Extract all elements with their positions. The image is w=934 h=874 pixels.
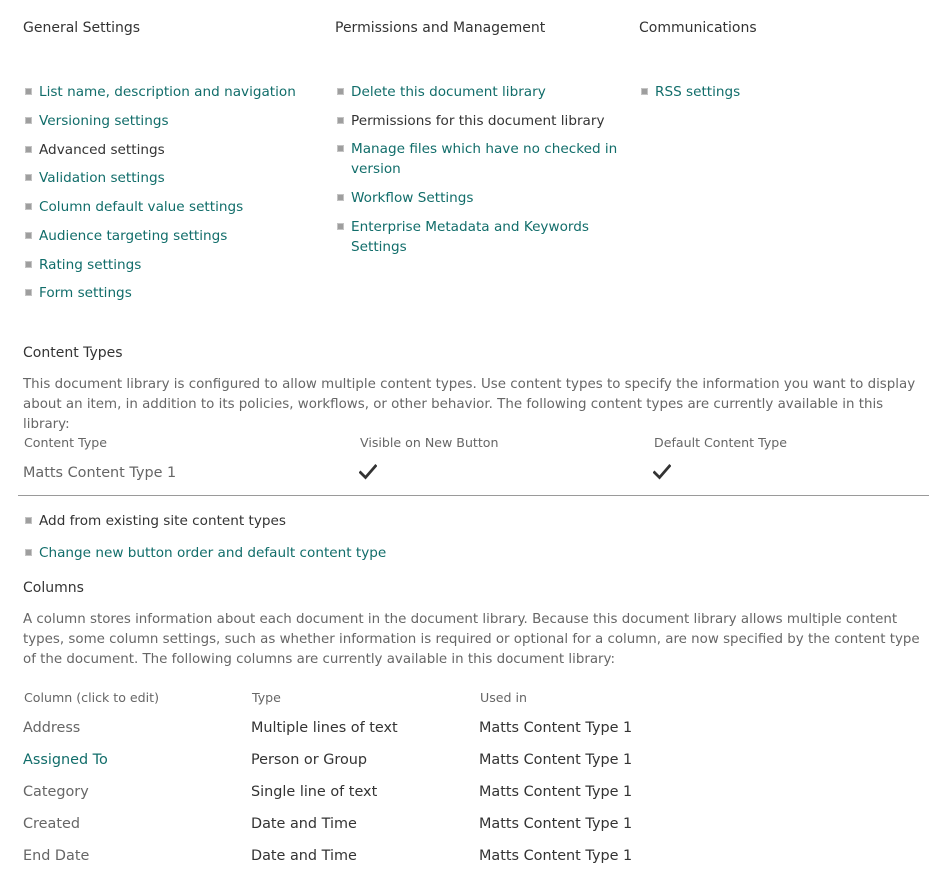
column-used-in: Matts Content Type 1	[479, 720, 633, 736]
column-default-value-settings-link[interactable]: Column default value settings	[23, 197, 323, 226]
column-type: Date and Time	[251, 848, 357, 864]
column-type: Date and Time	[251, 816, 357, 832]
checkmark-icon	[653, 464, 671, 480]
default-content-type-column-header: Default Content Type	[654, 435, 788, 450]
workflow-settings-link[interactable]: Workflow Settings	[335, 188, 615, 217]
delete-library-link[interactable]: Delete this document library	[335, 82, 615, 111]
enterprise-metadata-keywords-link[interactable]: Enterprise Metadata and Keywords Settings	[335, 217, 601, 266]
square-bullet-icon	[25, 203, 32, 210]
column-name-address[interactable]: Address	[23, 720, 81, 736]
column-type: Single line of text	[251, 784, 378, 800]
column-name-assigned-to[interactable]: Assigned To	[23, 752, 108, 768]
communications-heading: Communications	[639, 20, 757, 36]
general-settings-heading: General Settings	[23, 20, 141, 36]
square-bullet-icon	[641, 88, 648, 95]
columns-description: A column stores information about each document in the document library. Because this document library allows multiple content types, some column settings, such as whether information is required or optional for a column, are now specified by the content type of the document. The following columns are currently available in this document library:	[23, 612, 920, 667]
columns-heading: Columns	[23, 580, 84, 596]
versioning-settings-link[interactable]: Versioning settings	[23, 111, 323, 140]
square-bullet-icon	[25, 289, 32, 296]
column-used-in: Matts Content Type 1	[479, 848, 633, 864]
column-used-in: Matts Content Type 1	[479, 752, 633, 768]
audience-targeting-settings-link[interactable]: Audience targeting settings	[23, 226, 323, 255]
column-type: Person or Group	[251, 752, 368, 768]
content-types-heading: Content Types	[23, 345, 123, 361]
permissions-management-heading: Permissions and Management	[335, 20, 546, 36]
permissions-library-link[interactable]: Permissions for this document library	[335, 111, 615, 139]
general-settings-list	[23, 82, 323, 312]
content-types-divider	[18, 495, 929, 496]
column-used-in-header: Used in	[480, 690, 528, 705]
rss-settings-link[interactable]: RSS settings	[639, 82, 839, 111]
column-name-category[interactable]: Category	[23, 784, 89, 800]
square-bullet-icon	[25, 549, 32, 556]
permissions-management-list	[335, 82, 618, 266]
square-bullet-icon	[25, 232, 32, 239]
add-existing-content-types-link[interactable]: Add from existing site content types	[23, 511, 523, 543]
square-bullet-icon	[337, 88, 344, 95]
communications-list	[639, 82, 839, 111]
checkmark-icon	[359, 464, 377, 480]
list-name-description-link[interactable]: List name, description and navigation	[23, 82, 323, 111]
square-bullet-icon	[25, 117, 32, 124]
content-type-actions-list	[23, 511, 523, 572]
square-bullet-icon	[337, 223, 344, 230]
column-used-in: Matts Content Type 1	[479, 784, 633, 800]
form-settings-link[interactable]: Form settings	[23, 283, 323, 312]
visible-on-new-button-column-header: Visible on New Button	[360, 435, 499, 450]
change-button-order-link[interactable]: Change new button order and default content type	[23, 543, 523, 572]
rating-settings-link[interactable]: Rating settings	[23, 255, 323, 283]
square-bullet-icon	[337, 117, 344, 124]
column-name-created[interactable]: Created	[23, 816, 80, 832]
square-bullet-icon	[25, 261, 32, 268]
content-types-description: This document library is configured to allow multiple content types. Use content types to specify the information you want to display about an item, in addition to its policies, workflows, or other behavior. The following content types are currently available in this library:	[23, 377, 916, 432]
column-used-in: Matts Content Type 1	[479, 816, 633, 832]
square-bullet-icon	[25, 174, 32, 181]
column-name-header: Column (click to edit)	[24, 690, 160, 705]
square-bullet-icon	[337, 145, 344, 152]
validation-settings-link[interactable]: Validation settings	[23, 168, 323, 197]
square-bullet-icon	[25, 146, 32, 153]
column-type: Multiple lines of text	[251, 720, 398, 736]
square-bullet-icon	[25, 517, 32, 524]
advanced-settings-link[interactable]: Advanced settings	[23, 140, 323, 168]
column-name-end-date[interactable]: End Date	[23, 848, 90, 864]
content-type-name[interactable]: Matts Content Type 1	[23, 465, 177, 481]
content-type-column-header: Content Type	[24, 435, 108, 450]
square-bullet-icon	[337, 194, 344, 201]
manage-unchecked-files-link[interactable]: Manage files which have no checked in version	[335, 139, 621, 188]
column-type-header: Type	[252, 690, 281, 705]
square-bullet-icon	[25, 88, 32, 95]
